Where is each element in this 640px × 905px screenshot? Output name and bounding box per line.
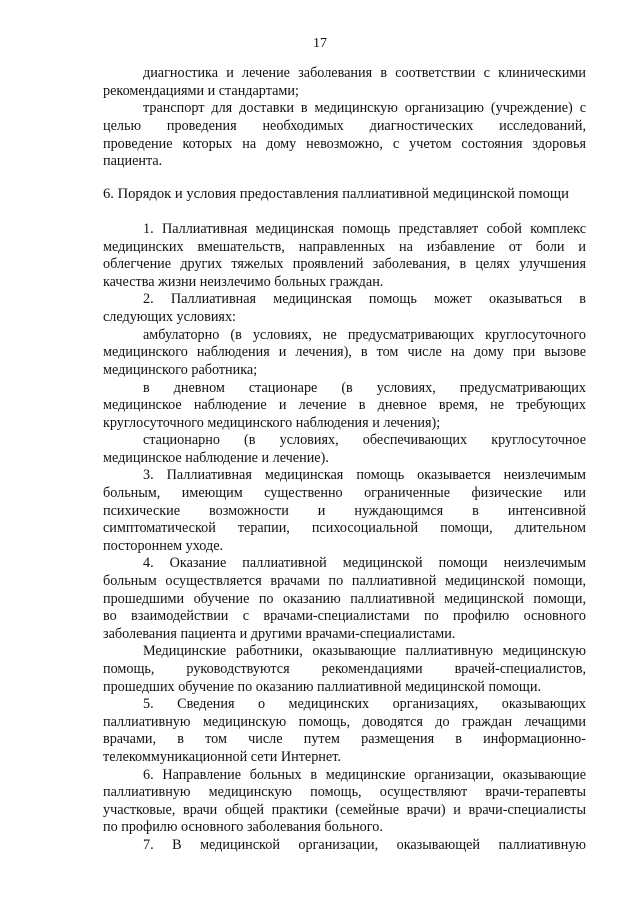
text-line: паллиативную медицинскую помощь, осуществляют врачи-терапевты	[103, 784, 586, 800]
text-line: участковые, врачи общей практики (семейные врачи) и врачи-специалисты	[103, 802, 586, 818]
text-line: Медицинские работники, оказывающие паллиативную медицинскую	[143, 643, 586, 659]
text-line: 7. В медицинской организации, оказывающей паллиативную	[143, 837, 586, 853]
text-line: больным, имеющим существенно ограниченные физические или	[103, 485, 586, 501]
text-line: телекоммуникационной сети Интернет.	[103, 749, 341, 765]
text-line: круглосуточного медицинского наблюдения и лечения);	[103, 415, 441, 431]
text-line: облегчение других тяжелых проявлений заболевания, в целях улучшения	[103, 256, 586, 272]
text-line: пациента.	[103, 153, 163, 169]
text-line: целью проведения необходимых диагностических исследований,	[103, 118, 586, 134]
text-line: стационарно (в условиях, обеспечивающих круглосуточное	[143, 432, 586, 448]
text-line: 5. Сведения о медицинских организациях, оказывающих	[143, 696, 586, 712]
text-line: диагностика и лечение заболевания в соответствии с клиническими	[143, 65, 586, 81]
text-line: 2. Паллиативная медицинская помощь может оказываться в	[143, 291, 586, 307]
text-line: прошедших обучение по оказанию паллиативной медицинской помощи.	[103, 679, 541, 695]
text-line: в дневном стационаре (в условиях, предусматривающих	[143, 380, 586, 396]
text-line: больным осуществляется врачами по паллиативной медицинской помощи,	[103, 573, 586, 589]
text-line: медицинское наблюдение и лечение).	[103, 450, 329, 466]
text-line: врачами, в том числе путем размещения в информационно-	[103, 731, 586, 747]
text-line: помощь, руководствуются рекомендациями врачей-специалистов,	[103, 661, 586, 677]
text-line: паллиативную медицинскую помощь, доводятся до граждан лечащими	[103, 714, 586, 730]
text-line: постороннем уходе.	[103, 538, 224, 554]
text-line: транспорт для доставки в медицинскую организацию (учреждение) с	[143, 100, 586, 116]
text-line: медицинского наблюдения и лечения), в том числе на дому при вызове	[103, 344, 586, 360]
text-line: медицинское наблюдение и лечение в дневное время, не требующих	[103, 397, 586, 413]
text-line: по профилю основного заболевания больного.	[103, 819, 383, 835]
text-line: проведение которых на дому невозможно, с учетом состояния здоровья	[103, 136, 586, 152]
text-line: 3. Паллиативная медицинская помощь оказывается неизлечимым	[143, 467, 586, 483]
text-line: 1. Паллиативная медицинская помощь представляет собой комплекс	[143, 221, 586, 237]
text-line: качества жизни неизлечимо больных граждан.	[103, 274, 384, 290]
text-line: рекомендациями и стандартами;	[103, 83, 299, 99]
text-line: во взаимодействии с врачами-специалистами по профилю основного	[103, 608, 586, 624]
section-heading: 6. Порядок и условия предоставления паллиативной медицинской помощи	[103, 186, 569, 202]
text-line: прошедшими обучение по оказанию паллиативной медицинской помощи,	[103, 591, 586, 607]
text-line: заболевания пациента и другими врачами-специалистами.	[103, 626, 456, 642]
text-line: медицинских вмешательств, направленных на избавление от боли и	[103, 239, 586, 255]
text-line: 4. Оказание паллиативной медицинской помощи неизлечимым	[143, 555, 586, 571]
text-line: следующих условиях:	[103, 309, 236, 325]
text-line: медицинского работника;	[103, 362, 258, 378]
text-line: симптоматической терапии, психосоциальной помощи, длительном	[103, 520, 586, 536]
text-line: амбулаторно (в условиях, не предусматривающих круглосуточного	[143, 327, 586, 343]
page-number: 17	[313, 36, 327, 51]
text-line: психические возможности и нуждающимся в интенсивной	[103, 503, 586, 519]
text-line: 6. Направление больных в медицинские организации, оказывающие	[143, 767, 586, 783]
